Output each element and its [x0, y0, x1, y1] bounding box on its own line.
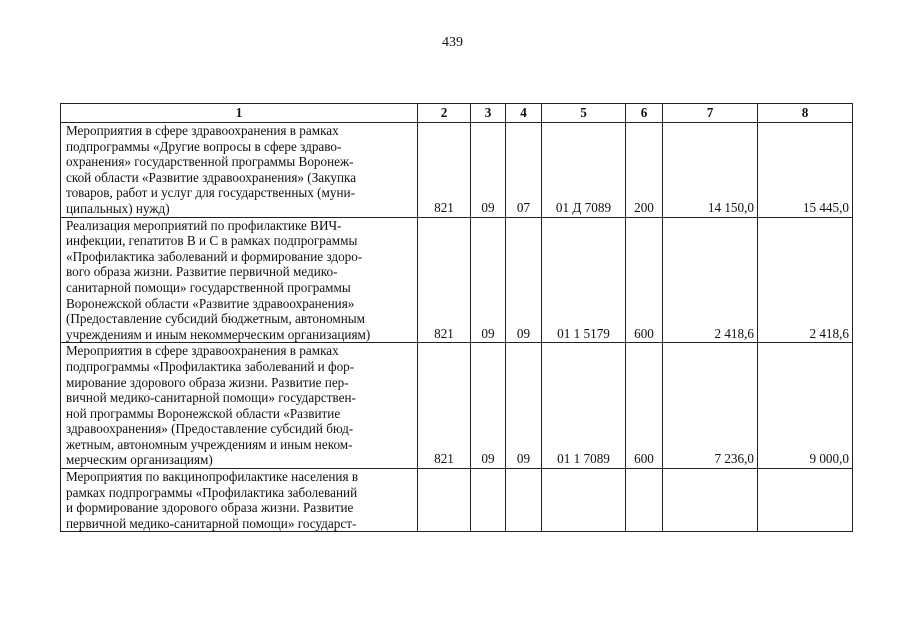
expense-type-code	[626, 469, 663, 532]
table-row	[61, 469, 853, 532]
header-cell: 1	[61, 104, 418, 123]
target-article-code: 01 Д 7089	[542, 123, 626, 218]
header-row	[61, 104, 853, 123]
page-number: 439	[442, 35, 463, 50]
expense-type-code: 200	[626, 123, 663, 218]
subsection-code: 09	[506, 217, 542, 343]
amount-year-2	[758, 469, 853, 532]
subsection-code: 09	[506, 343, 542, 469]
ministry-code	[418, 469, 471, 532]
subsection-code: 07	[506, 123, 542, 218]
header-cell: 5	[542, 104, 626, 123]
row-description: Мероприятия в сфере здравоохранения в рамках подпрограммы «Профилактика заболеваний и фор- мирование здорового образа жизни. Развитие пер- вичной медико-санитарной помощи» государствен- ной программы Воронежской области «Развитие здравоохранения» (Предоставление субсидий бюд- жетным, автономным учреждениям и иным неком- мерческим организациям)	[61, 343, 418, 469]
amount-year-1: 14 150,0	[663, 123, 758, 218]
header-cell: 2	[418, 104, 471, 123]
target-article-code: 01 1 5179	[542, 217, 626, 343]
section-code: 09	[471, 217, 506, 343]
target-article-code	[542, 469, 626, 532]
header-cell: 8	[758, 104, 853, 123]
subsection-code	[506, 469, 542, 532]
table-row	[61, 217, 853, 343]
row-description: Мероприятия по вакцинопрофилактике населения в рамках подпрограммы «Профилактика заболеваний и формирование здорового образа жизни. Развитие первичной медико-санитарной помощи» государст-	[61, 469, 418, 532]
section-code: 09	[471, 343, 506, 469]
section-code: 09	[471, 123, 506, 218]
table-row	[61, 343, 853, 469]
amount-year-1: 2 418,6	[663, 217, 758, 343]
expense-type-code: 600	[626, 343, 663, 469]
section-code	[471, 469, 506, 532]
target-article-code: 01 1 7089	[542, 343, 626, 469]
header-cell: 7	[663, 104, 758, 123]
header-cell: 6	[626, 104, 663, 123]
ministry-code: 821	[418, 123, 471, 218]
row-description: Реализация мероприятий по профилактике ВИЧ- инфекции, гепатитов В и С в рамках подпрограммы «Профилактика заболеваний и формирование здоро- вого образа жизни. Развитие первичной медико- санитарной помощи» государственной программы Воронежской области «Развитие здравоохранения» (Предоставление субсидий бюджетным, автономным учреждениям и иным некоммерческим организациям)	[61, 217, 418, 343]
table-row	[61, 123, 853, 218]
ministry-code: 821	[418, 217, 471, 343]
amount-year-2: 2 418,6	[758, 217, 853, 343]
amount-year-1: 7 236,0	[663, 343, 758, 469]
amount-year-2: 9 000,0	[758, 343, 853, 469]
ministry-code: 821	[418, 343, 471, 469]
expense-type-code: 600	[626, 217, 663, 343]
amount-year-2: 15 445,0	[758, 123, 853, 218]
header-cell: 3	[471, 104, 506, 123]
amount-year-1	[663, 469, 758, 532]
row-description: Мероприятия в сфере здравоохранения в рамках подпрограммы «Другие вопросы в сфере здраво- охранения» государственной программы Воронеж- ской области «Развитие здравоохранения» (Закупка товаров, работ и услуг для государственных (муни- ципальных) нужд)	[61, 123, 418, 218]
header-cell: 4	[506, 104, 542, 123]
budget-table	[60, 103, 853, 532]
